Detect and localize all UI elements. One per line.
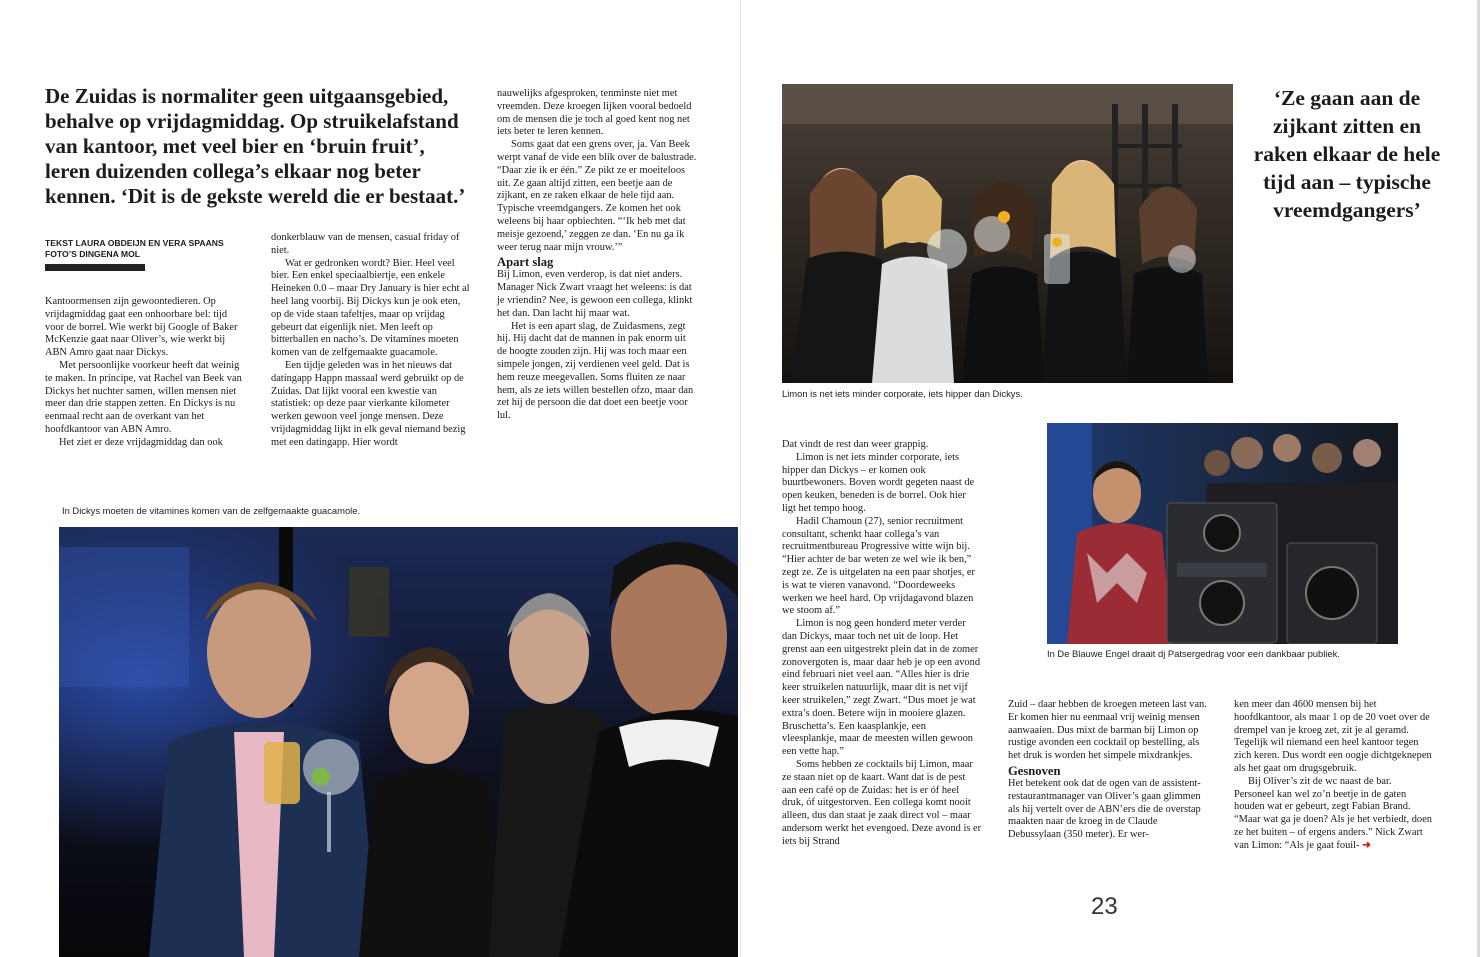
- article-column-4: [782, 439, 982, 849]
- subheading-apart-slag: Apart slag: [497, 255, 554, 270]
- photo-caption-dickys: In Dickys moeten de vitamines komen van de zelfgemaakte guacamole.: [62, 505, 361, 516]
- article-column-6: [1234, 699, 1434, 853]
- paragraph: donkerblauw van de mensen, casual friday of niet.: [271, 232, 460, 256]
- paragraph: [1234, 776, 1434, 853]
- paragraph: Soms hebben ze cocktails bij Limon, maar ze staan niet op de kaart. Want dat is de pest aan een café op de Zuidas: het is er óf heel druk, óf uitgestorven. Een collega komt nooit alleen, dus dan staat je zaak direct vol – maar andersom werkt het evengoed. Deze avond is er iets bij Strand: [782, 758, 982, 847]
- continue-arrow-icon: ➜: [1362, 839, 1371, 851]
- paragraph: Bij Limon, even verderop, is dat niet anders. Manager Nick Zwart vraagt het weleens: is dat je vriendin? Nee, is gewoon een collega, klinkt het dan. Dan lacht hij maar wat.: [497, 269, 693, 319]
- paragraph: nauwelijks afgesproken, tenminste niet met vreemden. Deze kroegen lijken vooral bedoeld om de mensen die je toch al goed kent nog net iets beter te leren kennen.: [497, 88, 692, 138]
- paragraph: Wat er gedronken wordt? Bier. Heel veel bier. Een enkel speciaalbiertje, een enkele Heineken 0.0 – maar Dry January is hier echt al heel lang voorbij. Bij Dickys kun je ook eten, op de vide staan tafeltjes, maar op vrijdag gebeurt dat eigenlijk niet. Men leeft op bitterballen en nacho’s. De vitamines moeten komen van de zelfgemaakte guacamole.: [271, 257, 470, 359]
- article-column-3: [497, 88, 697, 423]
- credit-photos: FOTO’S DINGENA MOL: [45, 249, 141, 259]
- intro-heading: De Zuidas is normaliter geen uitgaansgebied, behalve op vrijdagmiddag. Op struikelafstand van kantoor, met veel bier en ‘bruin fruit’, leren duizenden collega’s elkaar nog beter kennen. ‘Dit is de gekste wereld die er bestaat.’: [45, 84, 466, 208]
- paragraph: Limon is nog geen honderd meter verder dan Dickys, maar toch net uit de loop. Het grenst aan een uitgestrekt plein dat in de zomer zonovergoten is, maar daar heb je op een avond eind februari niet veel aan. “Alles hier is drie keer struikelen natuurlijk, maar dit is net vijf keer struikelen,” zegt Zwart. “Dus moet je wat extra’s doen. Betere wijn in mooiere glazen. Bruschetta’s. Een kaasplankje, een vleesplankje, maar de meesten willen gewoon een vette hap.”: [782, 618, 981, 758]
- subheading-gesnoven: Gesnoven: [1008, 763, 1061, 778]
- pull-quote: ‘Ze gaan aan de zijkant zitten en raken elkaar de hele tijd aan – typische vreemdgangers’: [1253, 86, 1441, 222]
- paragraph: Zuid – daar hebben de kroegen meteen last van. Er komen hier nu eenmaal vrij weinig mensen aanwaaien. Dus mixt de barman bij Limon op rustige avonden een cocktail op bestelling, als het druk is worden het simpele mixdrankjes.: [1008, 699, 1207, 762]
- paragraph: Een tijdje geleden was in het nieuws dat datingapp Happn massaal werd gebruikt op de Zuidas. Dat lijkt vooral een kwestie van statistiek: op deze paar vierkante kilometer werken gewoon veel jonge mensen. Deze vrijdagmiddag lijkt in elk geval niemand bezig met een datingapp. Hier wordt: [271, 359, 466, 448]
- paragraph: Het ziet er deze vrijdagmiddag dan ook: [59, 436, 223, 448]
- paragraph: Hadil Chamoun (27), senior recruitment consultant, schenkt haar collega’s van recruitmentbureau Progressive witte wijn bij. “Hier achter de bar weten ze wel wie ik ben,” zegt ze. Ze is uitgelaten na een paar shotjes, er is wat te vieren vanavond. “Doordeweeks werken we heel hard. Op vrijdagavond blazen we stoom af.”: [782, 515, 976, 617]
- photo-caption-limon: Limon is net iets minder corporate, iets hipper dan Dickys.: [782, 388, 1023, 399]
- article-column-2: [271, 232, 471, 450]
- paragraph: Het is een apart slag, de Zuidasmens, zegt hij. Hij dacht dat de mannen in pak enorm uit de hoogte zouden zijn. Hij was toch maar een simpele jongen, zij verdienen veel geld. Dat is hem reuze meegevallen. Soms fluiten ze naar hem, als ze iets willen bestellen ofzo, maar dan zet hij de persoon die dat doet een beetje voor lul.: [497, 320, 694, 422]
- paragraph: ken meer dan 4600 mensen bij het hoofdkantoor, als maar 1 op de 20 voet over de drempel van je kroeg zet, zit je al geramd. Tegelijk wil niemand een heel kantoor tegen zich keren. Dus wordt een oogje dichtgeknepen als het gaat om drugsgebruik.: [1234, 699, 1432, 774]
- photo-limon: [782, 84, 1233, 383]
- article-column-5: [1008, 699, 1208, 842]
- credit-text: TEKST LAURA OBDEIJN EN VERA SPAANS: [45, 238, 224, 248]
- paragraph: Limon is net iets minder corporate, iets hipper dan Dickys – er komen ook buurtbewoners. Boven wordt gegeten naast de open keuken, beneden is de borrel. Ook hier ligt het tempo hoog.: [782, 451, 975, 514]
- paragraph-text: Bij Oliver’s zit de wc naast de bar. Personeel kan wel zo’n beetje in de gaten houden wat er gebeurt, zegt Fabian Brand. “Maar wat ga je doen? Als je het verbiedt, doen ze het buiten – of ergens anders.” Nick Zwart van Limon: “Als je gaat fouil-: [1234, 775, 1432, 851]
- page-number: 23: [1091, 893, 1118, 920]
- photo-blauwe-engel: [1047, 423, 1398, 644]
- article-column-1: [45, 296, 245, 450]
- paragraph: Met persoonlijke voorkeur heeft dat weinig te maken. In principe, vat Rachel van Beek van Dickys het nuchter samen, willen mensen niet meer dan drie stappen zetten. En Dickys is nu eenmaal recht aan de overkant van het hoofdkantoor van ABN Amro.: [45, 359, 242, 435]
- credits: [45, 238, 245, 271]
- paragraph: Kantoormensen zijn gewoontedieren. Op vrijdagmiddag gaat een onhoorbare bel: tijd voor de borrel. Wie werkt bij Google of Baker McKenzie gaat naar Oliver’s, wie werkt bij ABN Amro gaat naar Dickys.: [45, 296, 238, 359]
- photo-dickys: [59, 527, 738, 957]
- photo-caption-engel: In De Blauwe Engel draait dj Patsergedrag voor een dankbaar publiek.: [1047, 648, 1340, 659]
- paragraph: Soms gaat dat een grens over, ja. Van Beek werpt vanaf de vide een blik over de balustrade. “Daar zie ik er één.” Ze pikt ze er moeiteloos uit. Ze gaan altijd zitten, een beetje aan de zijkant, en ze raken elkaar de hele tijd aan. Typische vreemdgangers. Ze komen het ook weleens bij haar opbiechten. “‘Ik heb met dat meisje gezoend,’ zeggen ze dan. ‘En nu ga ik weer terug naar mijn vrouw.’”: [497, 139, 697, 253]
- paragraph: Dat vindt de rest dan weer grappig.: [782, 439, 929, 450]
- paragraph: Het betekent ook dat de ogen van de assistent-restaurantmanager van Oliver’s gaan glimmen als hij vertelt over de ABN’ers die de overstap maakten naar de kroeg in de Claude Debussylaan (350 meter). Er wer-: [1008, 777, 1201, 841]
- page-spine: [740, 0, 741, 957]
- credit-bar: [45, 264, 145, 271]
